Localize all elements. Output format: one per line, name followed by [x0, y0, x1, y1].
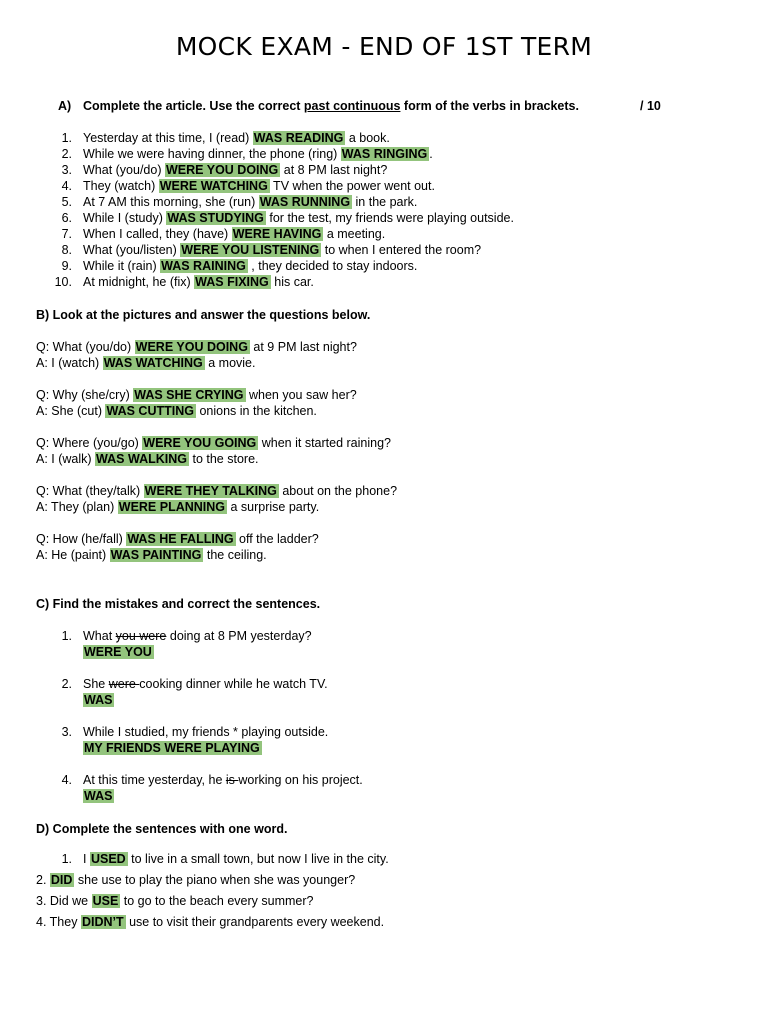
sentence-start: 2.: [36, 873, 50, 887]
answer-line: [36, 403, 317, 419]
struck-word: were: [108, 677, 140, 691]
item-text: [83, 274, 314, 290]
sentence-start: While I (study): [83, 211, 167, 225]
section-b-heading: B) Look at the pictures and answer the questions below.: [36, 308, 371, 322]
item-text: [83, 628, 312, 644]
answer-highlight: WAS SHE CRYING: [134, 388, 244, 402]
list-item: [36, 893, 313, 909]
question-start: Q: Why (she/cry): [36, 388, 134, 402]
answer-start: A: I (walk): [36, 452, 96, 466]
answer-highlight: WERE PLANNING: [118, 500, 226, 514]
answer-highlight: WAS WALKING: [96, 452, 188, 466]
sentence-end: to when I entered the room?: [321, 243, 482, 257]
struck-word: is: [225, 773, 239, 787]
sentence-start: I: [83, 852, 90, 866]
item-number: 8.: [61, 243, 72, 257]
correction-highlight: WERE YOU: [84, 645, 152, 659]
correction-highlight: MY FRIENDS WERE PLAYING: [84, 741, 260, 755]
struck-word: you were: [115, 629, 167, 643]
sentence-end: at 8 PM last night?: [280, 163, 388, 177]
item-text: [83, 194, 417, 210]
question-line: [36, 387, 357, 403]
answer-highlight: WAS RAINING: [161, 259, 246, 273]
sentence-end: working on his project.: [238, 773, 363, 787]
item-number: 10.: [54, 275, 72, 289]
answer-highlight: WAS PAINTING: [110, 548, 202, 562]
question-start: Q: How (he/fall): [36, 532, 127, 546]
item-number: 1.: [61, 131, 72, 145]
question-end: about on the phone?: [278, 484, 398, 498]
sentence-end: his car.: [270, 275, 314, 289]
underlined-term: past continuous: [303, 99, 401, 113]
answer-highlight: WAS RINGING: [341, 147, 428, 161]
sentence-start: At this time yesterday, he: [83, 773, 226, 787]
item-text: [83, 676, 328, 692]
sentence-start: What: [83, 629, 116, 643]
sentence-end: TV when the power went out.: [269, 179, 435, 193]
item-text: [83, 226, 385, 242]
answer-start: A: I (watch): [36, 356, 103, 370]
answer-highlight: WAS FIXING: [195, 275, 269, 289]
correction-line: [83, 788, 114, 804]
question-end: off the ladder?: [235, 532, 319, 546]
section-d-heading: D) Complete the sentences with one word.: [36, 822, 288, 836]
answer-highlight: WERE WATCHING: [159, 179, 268, 193]
section-a-label: A): [58, 99, 72, 113]
item-number: 9.: [61, 259, 72, 273]
correction-line: [83, 740, 262, 756]
item-number: 3.: [61, 163, 72, 177]
answer-highlight: WAS HE FALLING: [127, 532, 234, 546]
answer-highlight: USED: [90, 852, 126, 866]
answer-highlight: WERE YOU GOING: [143, 436, 257, 450]
sentence-end: use to visit their grandparents every weekend.: [125, 915, 385, 929]
answer-end: a movie.: [204, 356, 256, 370]
item-text: [83, 242, 481, 258]
answer-line: [36, 355, 255, 371]
sentence-end: to live in a small town, but now I live in the city.: [127, 852, 389, 866]
answer-line: [36, 547, 267, 563]
item-text: [83, 851, 389, 867]
sentence-end: a book.: [345, 131, 390, 145]
answer-highlight: DIDN’T: [81, 915, 124, 929]
question-line: [36, 483, 397, 499]
answer-highlight: WAS WATCHING: [103, 356, 203, 370]
section-c-heading: C) Find the mistakes and correct the sentences.: [36, 597, 321, 611]
answer-highlight: WAS CUTTING: [106, 404, 194, 418]
answer-highlight: WAS STUDYING: [167, 211, 264, 225]
answer-highlight: DID: [50, 873, 73, 887]
page-title: MOCK EXAM - END OF 1ST TERM: [175, 32, 593, 61]
sentence-end: she use to play the piano when she was younger?: [74, 873, 356, 887]
sentence-start: When I called, they (have): [83, 227, 232, 241]
sentence-start: While I studied, my friends * playing outside.: [83, 725, 329, 739]
question-start: Q: Where (you/go): [36, 436, 143, 450]
answer-end: to the store.: [189, 452, 259, 466]
answer-start: A: She (cut): [36, 404, 106, 418]
sentence-end: doing at 8 PM yesterday?: [166, 629, 312, 643]
answer-highlight: WERE YOU DOING: [165, 163, 279, 177]
answer-start: A: They (plan): [36, 500, 118, 514]
item-text: [83, 146, 433, 162]
answer-highlight: WERE YOU LISTENING: [181, 243, 320, 257]
question-end: when it started raining?: [258, 436, 391, 450]
answer-highlight: WERE HAVING: [232, 227, 322, 241]
question-start: Q: What (you/do): [36, 340, 135, 354]
list-item: [36, 872, 355, 888]
item-number: 4.: [61, 179, 72, 193]
answer-end: a surprise party.: [227, 500, 320, 514]
item-number: 4.: [61, 773, 72, 787]
sentence-start: At midnight, he (fix): [83, 275, 195, 289]
answer-highlight: WERE YOU DOING: [135, 340, 248, 354]
item-number: 7.: [61, 227, 72, 241]
sentence-start: 4. They: [36, 915, 81, 929]
item-number: 6.: [61, 211, 72, 225]
question-line: [36, 339, 357, 355]
item-text: [83, 162, 387, 178]
item-text: [83, 178, 435, 194]
item-text: [83, 724, 328, 740]
score-label: / 10: [640, 99, 661, 113]
answer-highlight: WAS RUNNING: [259, 195, 351, 209]
question-start: Q: What (they/talk): [36, 484, 144, 498]
answer-highlight: WERE THEY TALKING: [144, 484, 277, 498]
answer-line: [36, 499, 319, 515]
sentence-end: , they decided to stay indoors.: [247, 259, 418, 273]
sentence-start: While we were having dinner, the phone (ring): [83, 147, 341, 161]
item-number: 2.: [61, 677, 72, 691]
sentence-start: What (you/listen): [83, 243, 181, 257]
item-number: 3.: [61, 725, 72, 739]
answer-line: [36, 451, 259, 467]
sentence-start: While it (rain): [83, 259, 161, 273]
item-number: 1.: [61, 629, 72, 643]
sentence-end: in the park.: [352, 195, 418, 209]
item-text: [83, 258, 417, 274]
sentence-start: Yesterday at this time, I (read): [83, 131, 253, 145]
question-line: [36, 531, 319, 547]
item-text: [83, 772, 363, 788]
sentence-start: 3. Did we: [36, 894, 92, 908]
section-a-instruction: Complete the article. Use the correct past continuous form of the verbs in brackets.: [83, 99, 579, 113]
question-end: when you saw her?: [245, 388, 357, 402]
item-text: [83, 210, 514, 226]
sentence-end: for the test, my friends were playing outside.: [265, 211, 514, 225]
sentence-end: a meeting.: [323, 227, 386, 241]
sentence-start: At 7 AM this morning, she (run): [83, 195, 259, 209]
sentence-end: to go to the beach every summer?: [120, 894, 314, 908]
correction-highlight: WAS: [84, 693, 113, 707]
list-item: [36, 914, 384, 930]
answer-highlight: USE: [92, 894, 119, 908]
sentence-start: What (you/do): [83, 163, 165, 177]
correction-highlight: WAS: [84, 789, 113, 803]
sentence-start: They (watch): [83, 179, 159, 193]
sentence-end: cooking dinner while he watch TV.: [139, 677, 328, 691]
question-line: [36, 435, 391, 451]
item-number: 1.: [61, 852, 72, 866]
question-end: at 9 PM last night?: [249, 340, 357, 354]
sentence-start: She: [83, 677, 109, 691]
answer-highlight: WAS READING: [253, 131, 344, 145]
correction-line: [83, 644, 154, 660]
answer-end: onions in the kitchen.: [195, 404, 317, 418]
answer-start: A: He (paint): [36, 548, 110, 562]
item-number: 2.: [61, 147, 72, 161]
item-number: 5.: [61, 195, 72, 209]
item-text: [83, 130, 390, 146]
answer-end: the ceiling.: [203, 548, 267, 562]
sentence-end: .: [429, 147, 433, 161]
correction-line: [83, 692, 114, 708]
